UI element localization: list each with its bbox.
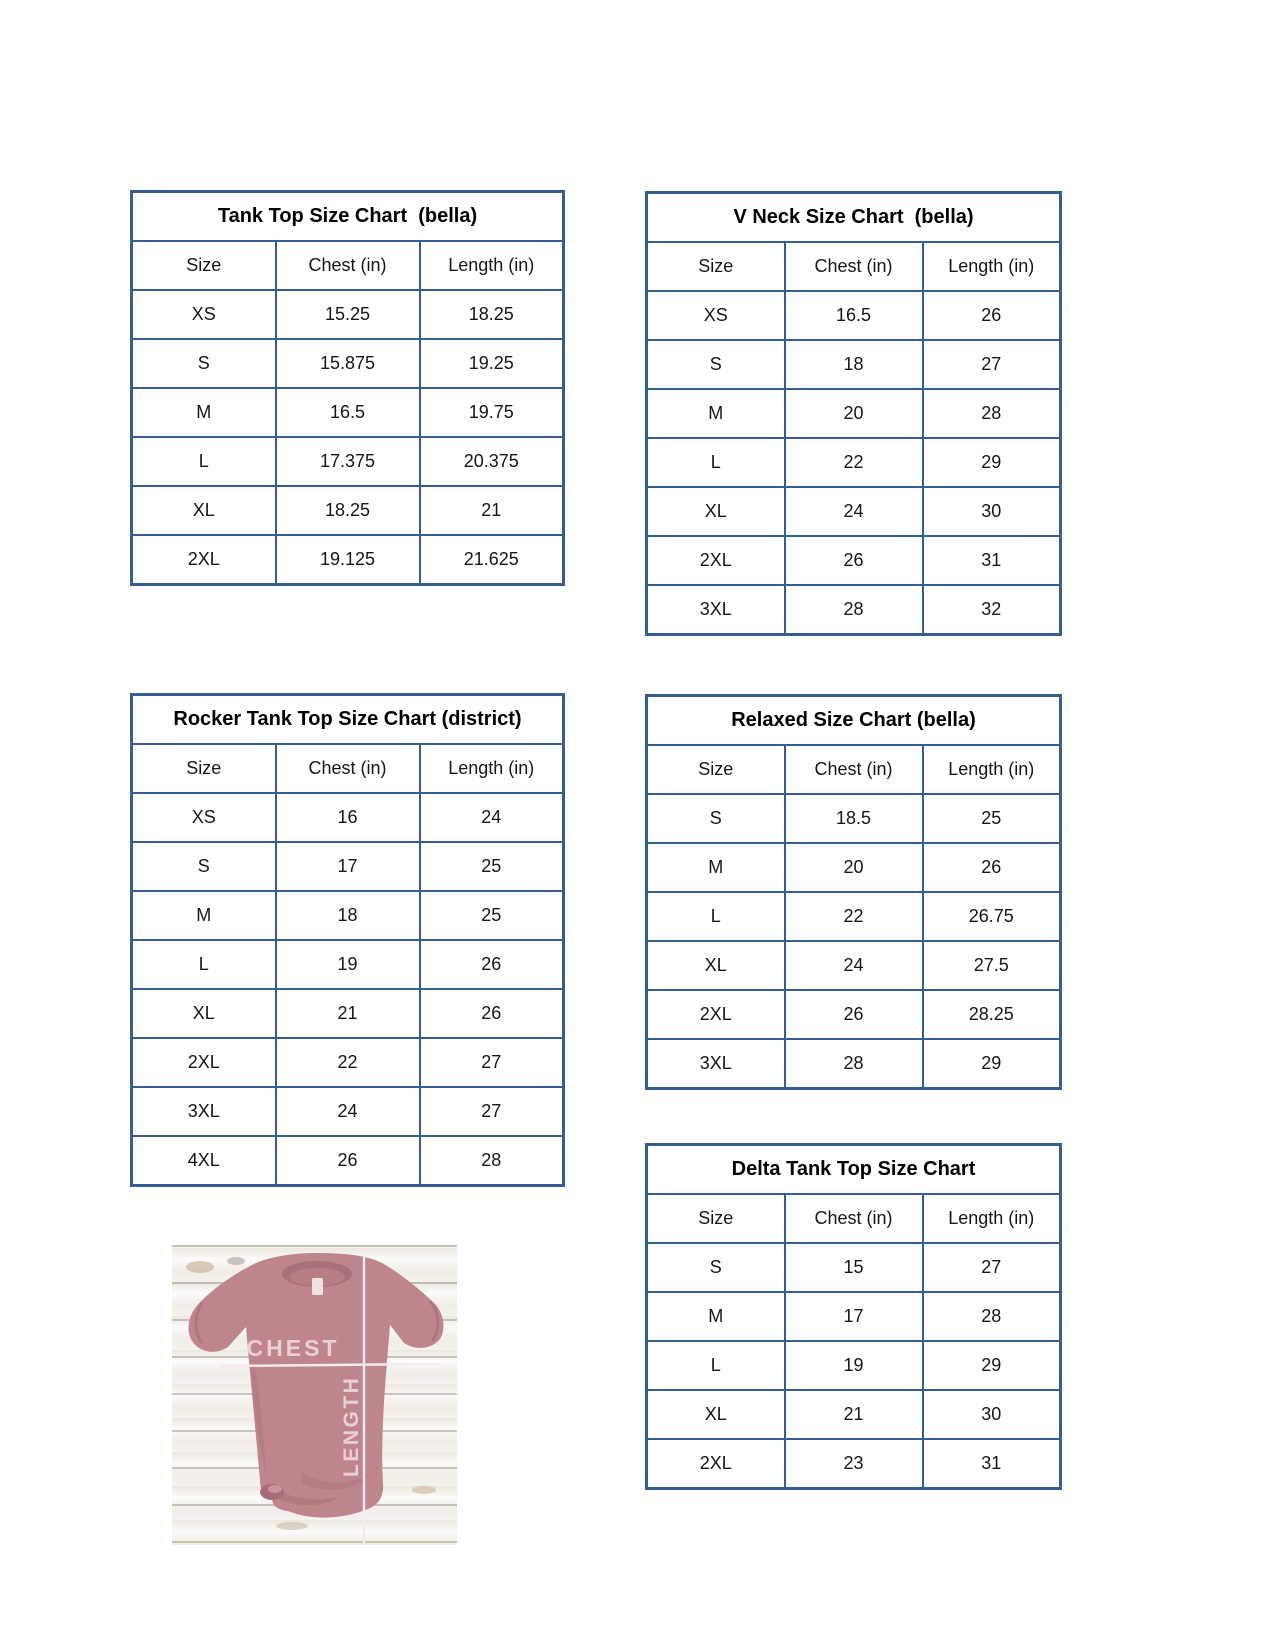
collar-tag: [312, 1278, 323, 1295]
cell-size: S: [132, 842, 276, 891]
cell-length: 31: [923, 1439, 1061, 1489]
cell-chest: 19.125: [276, 535, 420, 585]
cell-chest: 26: [276, 1136, 420, 1186]
cell-chest: 16.5: [276, 388, 420, 437]
cell-chest: 23: [785, 1439, 923, 1489]
table-title: V Neck Size Chart (bella): [647, 193, 1061, 243]
size-row: [647, 1390, 1061, 1439]
cell-length: 26.75: [923, 892, 1061, 941]
size-table-grid: [645, 694, 1062, 1090]
cell-length: 28: [923, 389, 1061, 438]
size-row: [647, 794, 1061, 843]
column-header-size: Size: [132, 744, 276, 793]
cell-chest: 18.5: [785, 794, 923, 843]
size-row: [647, 1292, 1061, 1341]
cell-size: M: [132, 388, 276, 437]
cell-size: M: [647, 1292, 785, 1341]
column-header-chest: Chest (in): [276, 744, 420, 793]
cell-length: 21: [420, 486, 564, 535]
size-row: [647, 536, 1061, 585]
cell-length: 24: [420, 793, 564, 842]
cell-size: XS: [647, 291, 785, 340]
cell-size: S: [647, 1243, 785, 1292]
column-header-size: Size: [647, 1194, 785, 1243]
cell-chest: 21: [785, 1390, 923, 1439]
size-row: [132, 290, 564, 339]
cell-size: M: [132, 891, 276, 940]
wood-knot: [412, 1486, 436, 1494]
cell-length: 27: [923, 1243, 1061, 1292]
size-table-grid: [130, 190, 565, 586]
table-relaxed-bella: [645, 694, 1062, 1090]
size-row: [647, 1341, 1061, 1390]
cell-chest: 24: [276, 1087, 420, 1136]
cell-chest: 21: [276, 989, 420, 1038]
cell-chest: 18: [276, 891, 420, 940]
cell-length: 32: [923, 585, 1061, 635]
hem-knot-highlight: [268, 1485, 282, 1493]
cell-size: L: [647, 438, 785, 487]
cell-chest: 19: [276, 940, 420, 989]
cell-length: 29: [923, 1341, 1061, 1390]
cell-size: XL: [647, 487, 785, 536]
cell-chest: 15.25: [276, 290, 420, 339]
cell-chest: 20: [785, 389, 923, 438]
cell-chest: 22: [785, 438, 923, 487]
cell-chest: 18: [785, 340, 923, 389]
table-v-neck-bella: [645, 191, 1062, 636]
column-header-size: Size: [132, 241, 276, 290]
cell-size: XL: [647, 941, 785, 990]
cell-length: 28: [420, 1136, 564, 1186]
cell-length: 19.75: [420, 388, 564, 437]
size-row: [132, 535, 564, 585]
cell-chest: 28: [785, 585, 923, 635]
cell-size: 4XL: [132, 1136, 276, 1186]
cell-length: 26: [923, 291, 1061, 340]
cell-size: S: [647, 340, 785, 389]
size-row: [647, 1243, 1061, 1292]
cell-length: 27: [923, 340, 1061, 389]
cell-size: M: [647, 389, 785, 438]
cell-length: 21.625: [420, 535, 564, 585]
column-header-length: Length (in): [420, 744, 564, 793]
cell-chest: 17: [276, 842, 420, 891]
cell-size: L: [647, 1341, 785, 1390]
cell-chest: 22: [785, 892, 923, 941]
size-row: [132, 388, 564, 437]
column-header-chest: Chest (in): [785, 1194, 923, 1243]
cell-chest: 26: [785, 536, 923, 585]
size-row: [647, 487, 1061, 536]
cell-chest: 17.375: [276, 437, 420, 486]
cell-size: 3XL: [132, 1087, 276, 1136]
cell-size: M: [647, 843, 785, 892]
size-row: [132, 1136, 564, 1186]
cell-size: L: [132, 437, 276, 486]
cell-chest: 20: [785, 843, 923, 892]
size-row: [647, 990, 1061, 1039]
cell-size: XS: [132, 290, 276, 339]
cell-length: 28: [923, 1292, 1061, 1341]
size-row: [132, 891, 564, 940]
cell-size: 2XL: [647, 1439, 785, 1489]
cell-size: 2XL: [132, 1038, 276, 1087]
cell-length: 20.375: [420, 437, 564, 486]
size-row: [647, 340, 1061, 389]
size-row: [647, 291, 1061, 340]
tshirt-graphic: [172, 1245, 457, 1545]
size-row: [132, 1087, 564, 1136]
size-row: [647, 1439, 1061, 1489]
table-rocker-tank-district: [130, 693, 565, 1187]
size-row: [132, 793, 564, 842]
cell-size: 2XL: [647, 990, 785, 1039]
cell-chest: 16: [276, 793, 420, 842]
cell-length: 31: [923, 536, 1061, 585]
cell-size: 2XL: [647, 536, 785, 585]
cell-chest: 24: [785, 941, 923, 990]
cell-length: 25: [923, 794, 1061, 843]
column-header-length: Length (in): [923, 745, 1061, 794]
column-header-chest: Chest (in): [276, 241, 420, 290]
size-row: [132, 437, 564, 486]
cell-chest: 19: [785, 1341, 923, 1390]
column-header-chest: Chest (in): [785, 242, 923, 291]
size-table-grid: [645, 191, 1062, 636]
cell-length: 30: [923, 487, 1061, 536]
cell-chest: 22: [276, 1038, 420, 1087]
size-row: [132, 339, 564, 388]
cell-length: 29: [923, 1039, 1061, 1089]
column-header-length: Length (in): [923, 242, 1061, 291]
size-row: [647, 941, 1061, 990]
size-row: [647, 438, 1061, 487]
cell-chest: 16.5: [785, 291, 923, 340]
cell-length: 27.5: [923, 941, 1061, 990]
cell-length: 28.25: [923, 990, 1061, 1039]
cell-size: 2XL: [132, 535, 276, 585]
table-tank-top-bella: [130, 190, 565, 586]
cell-size: 3XL: [647, 585, 785, 635]
table-title: Relaxed Size Chart (bella): [647, 696, 1061, 746]
cell-chest: 18.25: [276, 486, 420, 535]
table-delta-tank: [645, 1143, 1062, 1490]
size-row: [132, 1038, 564, 1087]
cell-chest: 28: [785, 1039, 923, 1089]
cell-chest: 15.875: [276, 339, 420, 388]
size-row: [132, 940, 564, 989]
cell-chest: 15: [785, 1243, 923, 1292]
size-row: [647, 585, 1061, 635]
size-row: [647, 843, 1061, 892]
cell-size: XL: [647, 1390, 785, 1439]
cell-size: L: [132, 940, 276, 989]
cell-length: 29: [923, 438, 1061, 487]
wood-knot: [276, 1522, 308, 1530]
size-row: [647, 389, 1061, 438]
cell-length: 26: [923, 843, 1061, 892]
cell-length: 18.25: [420, 290, 564, 339]
size-row: [647, 892, 1061, 941]
cell-size: XS: [132, 793, 276, 842]
column-header-length: Length (in): [420, 241, 564, 290]
cell-length: 25: [420, 891, 564, 940]
cell-length: 27: [420, 1038, 564, 1087]
table-title: Tank Top Size Chart (bella): [132, 192, 564, 242]
size-row: [132, 842, 564, 891]
cell-length: 26: [420, 940, 564, 989]
cell-chest: 26: [785, 990, 923, 1039]
cell-size: S: [132, 339, 276, 388]
wood-knot: [186, 1261, 214, 1273]
cell-size: XL: [132, 989, 276, 1038]
cell-length: 19.25: [420, 339, 564, 388]
column-header-size: Size: [647, 242, 785, 291]
cell-length: 26: [420, 989, 564, 1038]
cell-size: S: [647, 794, 785, 843]
wood-knot: [227, 1257, 245, 1265]
table-title: Delta Tank Top Size Chart: [647, 1145, 1061, 1195]
size-row: [132, 989, 564, 1038]
cell-size: 3XL: [647, 1039, 785, 1089]
column-header-size: Size: [647, 745, 785, 794]
length-label: LENGTH: [340, 1375, 363, 1477]
cell-chest: 24: [785, 487, 923, 536]
cell-size: XL: [132, 486, 276, 535]
cell-size: L: [647, 892, 785, 941]
size-table-grid: [645, 1143, 1062, 1490]
column-header-chest: Chest (in): [785, 745, 923, 794]
cell-length: 25: [420, 842, 564, 891]
tshirt-measurement-photo: [172, 1245, 457, 1545]
table-title: Rocker Tank Top Size Chart (district): [132, 695, 564, 745]
cell-chest: 17: [785, 1292, 923, 1341]
cell-length: 30: [923, 1390, 1061, 1439]
column-header-length: Length (in): [923, 1194, 1061, 1243]
size-table-grid: [130, 693, 565, 1187]
cell-length: 27: [420, 1087, 564, 1136]
size-row: [132, 486, 564, 535]
chest-label: CHEST: [246, 1335, 340, 1361]
size-row: [647, 1039, 1061, 1089]
